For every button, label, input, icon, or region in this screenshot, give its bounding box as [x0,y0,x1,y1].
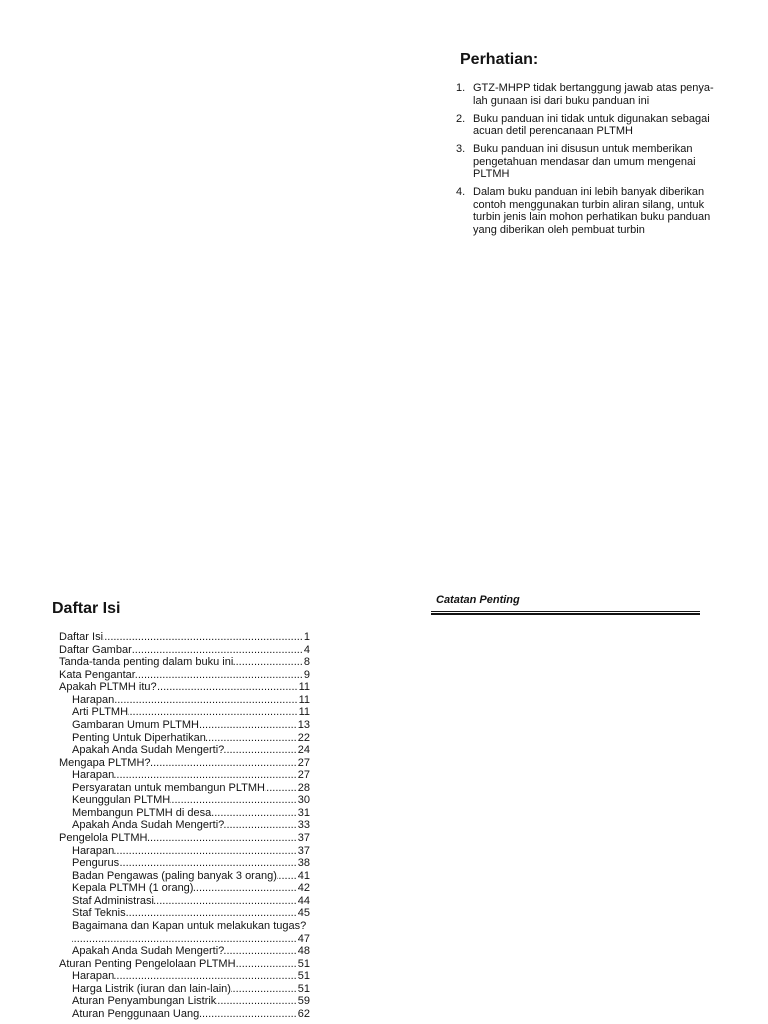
notice-item-line: Buku panduan ini tidak untuk digunakan sebagai [473,112,710,125]
toc-entry-label: Kata Pengantar [59,668,136,681]
toc-entry-page-number: 62 [297,1007,310,1020]
toc-entry-page-number: 31 [297,806,310,819]
toc-entry [59,757,310,770]
toc-entry-label: Daftar Gambar [59,643,132,656]
toc-entry-label: Kepala PLTMH (1 orang) [72,882,194,895]
notice-item-line: Buku panduan ini disusun untuk memberikan [473,143,693,155]
toc-entry-label: Mengapa PLTMH? [59,756,151,769]
toc-entry-page-number: 42 [297,882,310,895]
toc-entry [59,782,310,795]
toc-entry [59,644,310,657]
notice-list [456,82,731,242]
toc-entry-label: Aturan Penting Pengelolaan PLTMH [59,957,236,970]
toc-entry-page-number: 37 [297,844,310,857]
notice-item [456,113,731,138]
notice-item-number: 3. [456,143,466,155]
toc-entry-page-number: 44 [297,894,310,907]
toc-leader-dots [216,995,297,1008]
toc-entry [59,807,310,820]
toc-entry [59,832,310,845]
toc-entry-page-number: 11 [298,681,310,694]
toc-leader-dots [211,807,298,820]
toc-leader-dots [72,933,298,946]
notice-item-text [473,186,731,236]
toc-leader-dots [126,907,298,920]
toc-leader-dots [170,794,298,807]
notice-item-number: 1. [456,82,466,94]
toc-entry-page-number: 8 [303,656,310,669]
toc-leader-dots [236,958,298,971]
toc-entry-label: Apakah Anda Sudah Mengerti? [72,744,225,757]
notes-title: Catatan Penting [436,594,520,606]
notice-item-line: lah gunaan isi dari buku panduan ini [473,94,650,107]
toc-list [59,631,310,1020]
notice-item-text [473,143,731,181]
toc-entry-page-number: 38 [297,857,310,870]
toc-entry [59,895,310,908]
toc-entry-page-number: 27 [297,756,310,769]
toc-entry-page-number: 45 [297,907,310,920]
notice-item-line: turbin jenis lain mohon perhatikan buku panduan [473,211,711,223]
toc-leader-dots [265,782,298,795]
notice-item-line: GTZ-MHPP tidak bertanggung jawab atas penya- [473,82,714,94]
toc-entry-page-number: 51 [297,957,310,970]
toc-entry-label: Apakah Anda Sudah Mengerti? [72,945,225,958]
toc-leader-dots [199,1008,298,1021]
toc-entry-label: Staf Administrasi [72,894,154,907]
toc-leader-dots [132,644,304,657]
toc-entry [59,769,310,782]
toc-entry [59,882,310,895]
toc-entry-page-number: 30 [297,794,310,807]
toc-entry-label: Persyaratan untuk membangun PLTMH [72,781,265,794]
toc-entry [59,681,310,694]
toc-entry-page-number: 37 [297,832,310,844]
notice-item-line: contoh menggunakan turbin aliran silang, untuk [473,198,705,211]
toc-entry [59,631,310,644]
toc-entry-page-number: 28 [297,781,310,794]
toc-entry-label: Bagaimana dan Kapan untuk melakukan tugas? [72,919,307,932]
toc-entry-label: Pengelola PLTMH [59,832,148,844]
toc-entry [59,719,310,732]
toc-entry-label: Harapan [72,844,115,857]
toc-entry [59,857,310,870]
toc-entry-label: Harga Listrik (iuran dan lain-lain) [72,982,231,995]
toc-leader-dots [224,744,297,757]
toc-entry-label: Pengurus [72,857,120,870]
toc-entry [59,983,310,996]
notice-item [456,143,731,181]
toc-entry [59,1008,310,1021]
toc-entry-label: Apakah Anda Sudah Mengerti? [72,819,225,832]
notes-double-rule [431,611,700,615]
toc-entry [59,706,310,719]
toc-entry-page-number: 13 [297,718,310,731]
toc-entry [59,744,310,757]
toc-entry-page-number: 1 [303,631,310,643]
toc-entry [59,958,310,971]
toc-entry-page-number: 47 [297,932,310,945]
toc-entry [59,732,310,745]
notice-item-line: Dalam buku panduan ini lebih banyak diberikan [473,186,705,198]
toc-entry-label: Apakah PLTMH itu? [59,681,157,694]
toc-entry-label: Aturan Penggunaan Uang [72,1007,200,1020]
toc-entry [59,845,310,858]
toc-entry-page-number: 41 [297,869,310,882]
toc-title: Daftar Isi [52,600,121,617]
toc-entry-label: Daftar Isi [59,631,104,643]
notice-title: Perhatian: [460,51,539,68]
notice-item-line: acuan detil perencanaan PLTMH [473,125,634,137]
toc-entry-label: Arti PLTMH [72,706,129,719]
toc-leader-dots [114,970,298,983]
toc-entry-label: Badan Pengawas (paling banyak 3 orang) [72,869,277,882]
toc-entry-label: Gambaran Umum PLTMH [72,718,199,731]
toc-entry-page-number: 48 [297,945,310,958]
toc-leader-dots [119,857,298,870]
toc-entry-page-number: 22 [297,731,310,744]
toc-leader-dots [206,732,298,745]
notice-item [456,186,731,236]
toc-entry [59,995,310,1008]
toc-leader-dots [233,656,304,669]
notice-item-line: pengetahuan mendasar dan umum mengenai [473,155,696,168]
notice-item-text [473,113,731,138]
notice-item-number: 2. [456,112,466,125]
toc-leader-dots [114,769,298,782]
toc-entry-label: Harapan [72,970,115,983]
toc-entry [59,920,310,945]
toc-leader-dots [114,694,298,707]
toc-leader-dots [128,706,299,719]
toc-leader-dots [135,669,303,682]
toc-leader-dots [277,870,298,883]
toc-entry-page-number: 24 [297,744,310,757]
toc-entry-label: Tanda-tanda penting dalam buku ini [59,656,234,669]
toc-entry-label: Harapan [72,769,115,782]
toc-entry-label: Harapan [72,693,115,706]
toc-entry-page-number: 27 [297,769,310,782]
toc-entry-page-number: 4 [303,643,310,656]
notice-item [456,82,731,107]
toc-leader-dots [154,895,298,908]
toc-entry [59,870,310,883]
toc-entry-label: Membangun PLTMH di desa [72,806,212,819]
toc-entry-label: Staf Teknis [72,907,126,920]
toc-entry [59,794,310,807]
toc-entry [59,656,310,669]
toc-entry [59,945,310,958]
toc-leader-dots [224,819,297,832]
notice-item-line: yang diberikan oleh pembuat turbin [473,223,645,236]
toc-leader-dots [157,681,299,694]
toc-entry-page-number: 11 [298,693,310,706]
toc-entry-label: Penting Untuk Diperhatikan [72,731,206,744]
toc-entry [59,669,310,682]
toc-entry-page-number: 11 [298,706,310,719]
notice-item-number: 4. [456,186,466,198]
toc-leader-dots [224,945,297,958]
toc-leader-dots [151,757,298,770]
toc-entry-label: Keunggulan PLTMH [72,794,171,807]
toc-entry [59,819,310,832]
toc-entry-page-number: 33 [297,819,310,832]
toc-entry [59,970,310,983]
toc-entry [59,694,310,707]
toc-leader-dots [193,882,297,895]
notice-item-line: PLTMH [473,168,510,180]
toc-entry-page-number: 51 [297,970,310,983]
toc-entry-label: Aturan Penyambungan Listrik [72,995,217,1008]
toc-leader-dots [114,845,298,858]
toc-leader-dots [147,832,297,845]
toc-leader-dots [199,719,298,732]
toc-entry [59,907,310,920]
toc-leader-dots [103,631,304,644]
toc-entry-page-number: 59 [297,995,310,1008]
toc-entry-page-number: 51 [297,982,310,995]
toc-entry-page-number: 9 [303,668,310,681]
notice-item-text [473,82,731,107]
toc-leader-dots [231,983,298,996]
